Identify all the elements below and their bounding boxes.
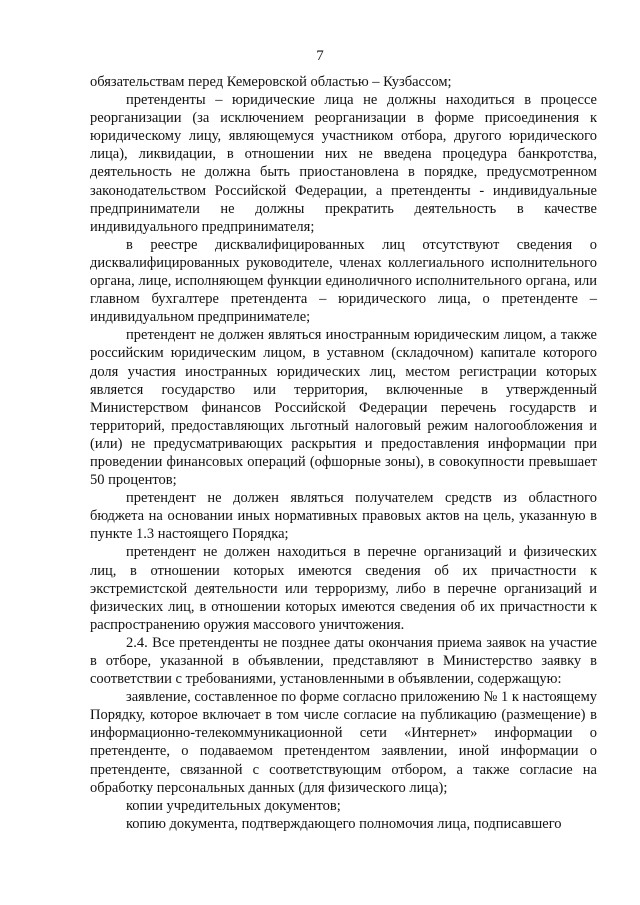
document-body bbox=[90, 73, 597, 833]
paragraph-authority-document: копию документа, подтверждающего полномочия лица, подписавшего bbox=[126, 815, 562, 832]
paragraph-application-form: заявление, составленное по форме согласно приложению № 1 к настоящему Порядку, которое включает в том числе согласие на публикацию (размещение) в информационно-телекоммуникационной сети «Интернет» информации о претенденте, о подаваемом претендентом заявлении, иной информации о претенденте, связанной с соответствующим отбором, а также согласие на обработку персональных данных (для физического лица); bbox=[90, 689, 597, 796]
paragraph-extremism-list: претендент не должен находиться в перечне организаций и физических лиц, в отношении которых имеются сведения об их причастности к экстремистской деятельности или терроризму, либо в перечне организаций и физических лиц, в отношении которых имеются сведения об их причастности к распространению оружия массового уничтожения. bbox=[90, 544, 597, 633]
page-number: 7 bbox=[316, 48, 324, 64]
paragraph-obligations-end: обязательствам перед Кемеровской областью – Кузбассом; bbox=[90, 74, 452, 90]
paragraph-foreign-entity: претендент не должен являться иностранным юридическим лицом, а также российским юридическим лицом, в уставном (складочном) капитале которого доля участия иностранных юридических лиц, местом регистрации которых является государство или территория, включенные в утвержденный Министерством финансов Российской Федерации перечень государств и территорий, предоставляющих льготный налоговый режим налогообложения и (или) не предусматривающих раскрытия и предоставления информации при проведении финансовых операций (офшорные зоны), в совокупности превышает 50 процентов; bbox=[90, 327, 597, 489]
paragraph-founding-documents: копии учредительных документов; bbox=[126, 797, 341, 814]
paragraph-disqualified-registry: в реестре дисквалифицированных лиц отсутствуют сведения о дисквалифицированных руководителе, членах коллегиального исполнительного органа, лице, исполняющем функции единоличного исполнительного органа, или главном бухгалтере претендента – юридического лица, о претенденте – индивидуальном предпринимателе; bbox=[90, 236, 597, 326]
paragraph-budget-recipient: претендент не должен являться получателем средств из областного бюджета на основании иных нормативных правовых актов на цель, указанную в пункте 1.3 настоящего Порядка; bbox=[90, 490, 597, 543]
paragraph-reorganization: претенденты – юридические лица не должны находиться в процессе реорганизации (за исключением реорганизации в форме присоединения к юридическому лицу, являющемуся участником отбора, другого юридического лица), ликвидации, в отношении них не введена процедура банкротства, деятельность не должна быть приостановлена в порядке, предусмотренном законодательством Российской Федерации, а претенденты - индивидуальные предприниматели не должны прекратить деятельность в качестве индивидуального предпринимателя; bbox=[90, 92, 597, 235]
paragraph-section-2-4: 2.4. Все претенденты не позднее даты окончания приема заявок на участие в отборе, указанной в объявлении, представляют в Министерство заявку в соответствии с требованиями, установленными в объявлении, содержащую: bbox=[90, 634, 597, 688]
